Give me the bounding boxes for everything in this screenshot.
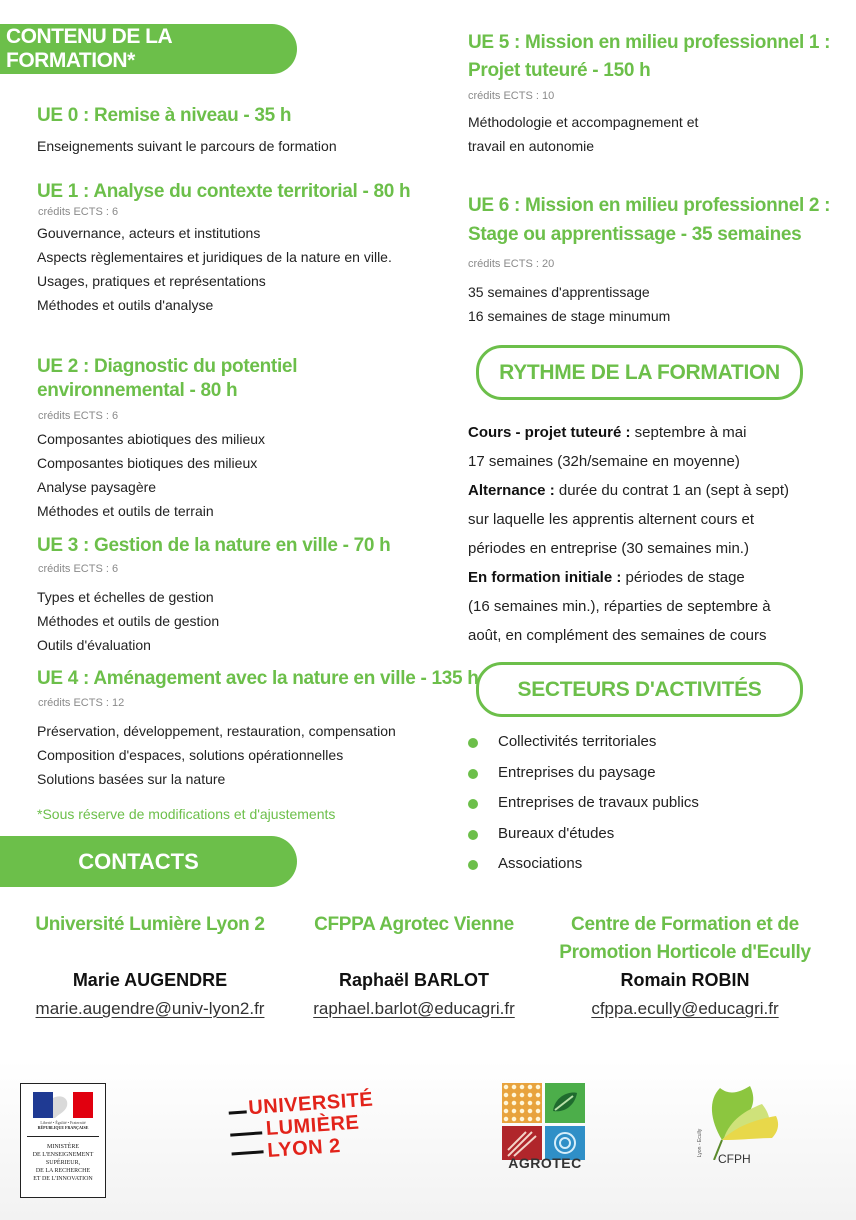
bullet-icon [468, 830, 478, 840]
contact-org-line1: Centre de Formation et de [571, 914, 799, 935]
contact-org: Université Lumière Lyon 2 [35, 914, 265, 935]
ue1-item: Aspects règlementaires et juridiques de la nature en ville. [37, 249, 392, 265]
rythme-value: périodes de stage [621, 569, 745, 586]
agrotec-logo [502, 1083, 588, 1175]
contact-name: Romain ROBIN [620, 970, 750, 990]
lyon2-line3: LYON 2 [266, 1134, 342, 1162]
ue2-item: Méthodes et outils de terrain [37, 503, 214, 519]
ue2-item: Composantes abiotiques des milieux [37, 431, 266, 447]
lyon2-bar [232, 1150, 264, 1155]
rythme-line: (16 semaines min.), réparties de septembre à [468, 598, 771, 615]
ue2-item: Analyse paysagère [37, 479, 157, 495]
rythme-line: 17 semaines (32h/semaine en moyenne) [468, 453, 740, 470]
leaf-icon [545, 1083, 585, 1123]
ue5-item: Méthodologie et accompagnement et [468, 114, 699, 130]
ministere-text: MINISTÈRE [47, 1144, 79, 1150]
ue0-item: Enseignements suivant le parcours de formation [37, 138, 337, 154]
rythme-heading-label: RYTHME DE LA FORMATION [499, 360, 780, 384]
cfph-label: CFPH [718, 1152, 751, 1166]
sector-item: Collectivités territoriales [498, 733, 657, 750]
rythme-line: sur laquelle les apprentis alternent cours et [468, 511, 754, 528]
rythme-line: août, en complément des semaines de cours [468, 627, 767, 644]
ue4-item: Préservation, développement, restauration, compensation [37, 723, 396, 739]
lyon2-bar [230, 1131, 262, 1136]
bullet-icon [468, 860, 478, 870]
ue2-item: Composantes biotiques des milieux [37, 455, 258, 471]
ue5-title-line1: UE 5 : Mission en milieu professionnel 1 : [468, 32, 831, 53]
rythme-line [468, 476, 789, 505]
contact-org: CFPPA Agrotec Vienne [314, 914, 514, 935]
rythme-line: périodes en entreprise (30 semaines min.) [468, 540, 749, 557]
ue6-ects: crédits ECTS : 20 [468, 258, 555, 270]
ue6-title-line1: UE 6 : Mission en milieu professionnel 2 : [468, 195, 831, 216]
ue3-item: Outils d'évaluation [37, 637, 151, 653]
ministere-divider [27, 1136, 99, 1137]
agrotec-tile-dots [502, 1083, 542, 1123]
ue5-ects: crédits ECTS : 10 [468, 90, 555, 102]
ue1-item: Méthodes et outils d'analyse [37, 297, 214, 313]
ue2-ects: crédits ECTS : 6 [38, 410, 119, 422]
bullet-icon [468, 799, 478, 809]
ue1-ects: crédits ECTS : 6 [38, 206, 119, 218]
contact-email-link[interactable]: cfppa.ecully@educagri.fr [591, 999, 779, 1018]
ue3-ects: crédits ECTS : 6 [38, 563, 119, 575]
ue3-item: Méthodes et outils de gestion [37, 613, 220, 629]
ue6-title-line2: Stage ou apprentissage - 35 semaines [468, 224, 802, 245]
ue6-item: 16 semaines de stage minumum [468, 308, 671, 324]
marianne-flag-icon [33, 1092, 93, 1118]
secteurs-heading-label: SECTEURS D'ACTIVITÉS [517, 677, 762, 701]
ue2-title-line2: environnemental - 80 h [37, 380, 238, 401]
ministere-text: SUPÉRIEUR, [45, 1160, 81, 1166]
rythme-heading [476, 345, 803, 400]
ue3-item: Types et échelles de gestion [37, 589, 214, 605]
formation-banner-label: CONTENU DE LA FORMATION* [6, 25, 172, 72]
rythme-line [468, 563, 745, 592]
ue5-title-line2: Projet tuteuré - 150 h [468, 60, 651, 81]
contact-org-line2: Promotion Horticole d'Ecully [559, 942, 811, 963]
rythme-line [468, 418, 746, 447]
bullet-icon [468, 738, 478, 748]
sector-item: Entreprises de travaux publics [498, 794, 699, 811]
ue3-title: UE 3 : Gestion de la nature en ville - 70 h [37, 535, 391, 556]
rythme-value: durée du contrat 1 an (sept à sept) [554, 482, 790, 499]
cfph-logo [697, 1080, 790, 1170]
lyon2-line1: UNIVERSITÉ [247, 1088, 374, 1120]
ue1-item: Gouvernance, acteurs et institutions [37, 225, 261, 241]
rythme-value: septembre à mai [630, 424, 747, 441]
rythme-label: Cours - projet tuteuré : [468, 424, 631, 441]
sector-item: Entreprises du paysage [498, 764, 656, 781]
ue6-item: 35 semaines d'apprentissage [468, 284, 650, 300]
ue4-title: UE 4 : Aménagement avec la nature en ville - 135 h [37, 668, 479, 689]
sector-item: Bureaux d'études [498, 825, 615, 842]
ministere-logo [20, 1083, 106, 1198]
ginkgo-leaf-icon [700, 1080, 790, 1160]
ministere-text: ET DE L'INNOVATION [33, 1176, 93, 1182]
contact-email-link[interactable]: raphael.barlot@educagri.fr [313, 999, 515, 1018]
contact-name: Raphaël BARLOT [338, 970, 489, 990]
lyon2-line2: LUMIÈRE [265, 1111, 361, 1141]
ue4-item: Composition d'espaces, solutions opérationnelles [37, 747, 344, 763]
ue5-item: travail en autonomie [468, 138, 595, 154]
formation-banner [0, 24, 297, 74]
ministere-rf: RÉPUBLIQUE FRANÇAISE [37, 1125, 89, 1130]
agrotec-tile-leaf [545, 1083, 585, 1123]
ministere-text: DE LA RECHERCHE [35, 1168, 91, 1174]
contact-name: Marie AUGENDRE [72, 970, 228, 990]
ministere-motto: Liberté • Égalité • Fraternité [40, 1120, 86, 1125]
lyon2-bar [229, 1110, 247, 1114]
ue0-title: UE 0 : Remise à niveau - 35 h [37, 105, 292, 126]
contacts-banner [0, 836, 297, 887]
contacts-banner-label: CONTACTS [78, 848, 199, 874]
agrotec-label: AGROTEC [508, 1155, 582, 1171]
rythme-label: Alternance : [468, 482, 555, 499]
cfph-side-label: Lyon - Ecully [697, 1128, 704, 1158]
rythme-label: En formation initiale : [468, 569, 622, 586]
ue4-ects: crédits ECTS : 12 [38, 697, 125, 709]
ue1-item: Usages, pratiques et représentations [37, 273, 266, 289]
bullet-icon [468, 769, 478, 779]
ue4-item: Solutions basées sur la nature [37, 771, 226, 787]
ue1-title: UE 1 : Analyse du contexte territorial - 80 h [37, 181, 411, 202]
ue2-title-line1: UE 2 : Diagnostic du potentiel [37, 356, 298, 377]
contact-email-link[interactable]: marie.augendre@univ-lyon2.fr [35, 999, 265, 1018]
footnote: *Sous réserve de modifications et d'ajustements [37, 806, 336, 822]
secteurs-heading [476, 662, 803, 717]
ministere-text: DE L'ENSEIGNEMENT [32, 1152, 94, 1158]
lyon2-logo [227, 1083, 392, 1174]
sector-item: Associations [498, 855, 583, 872]
